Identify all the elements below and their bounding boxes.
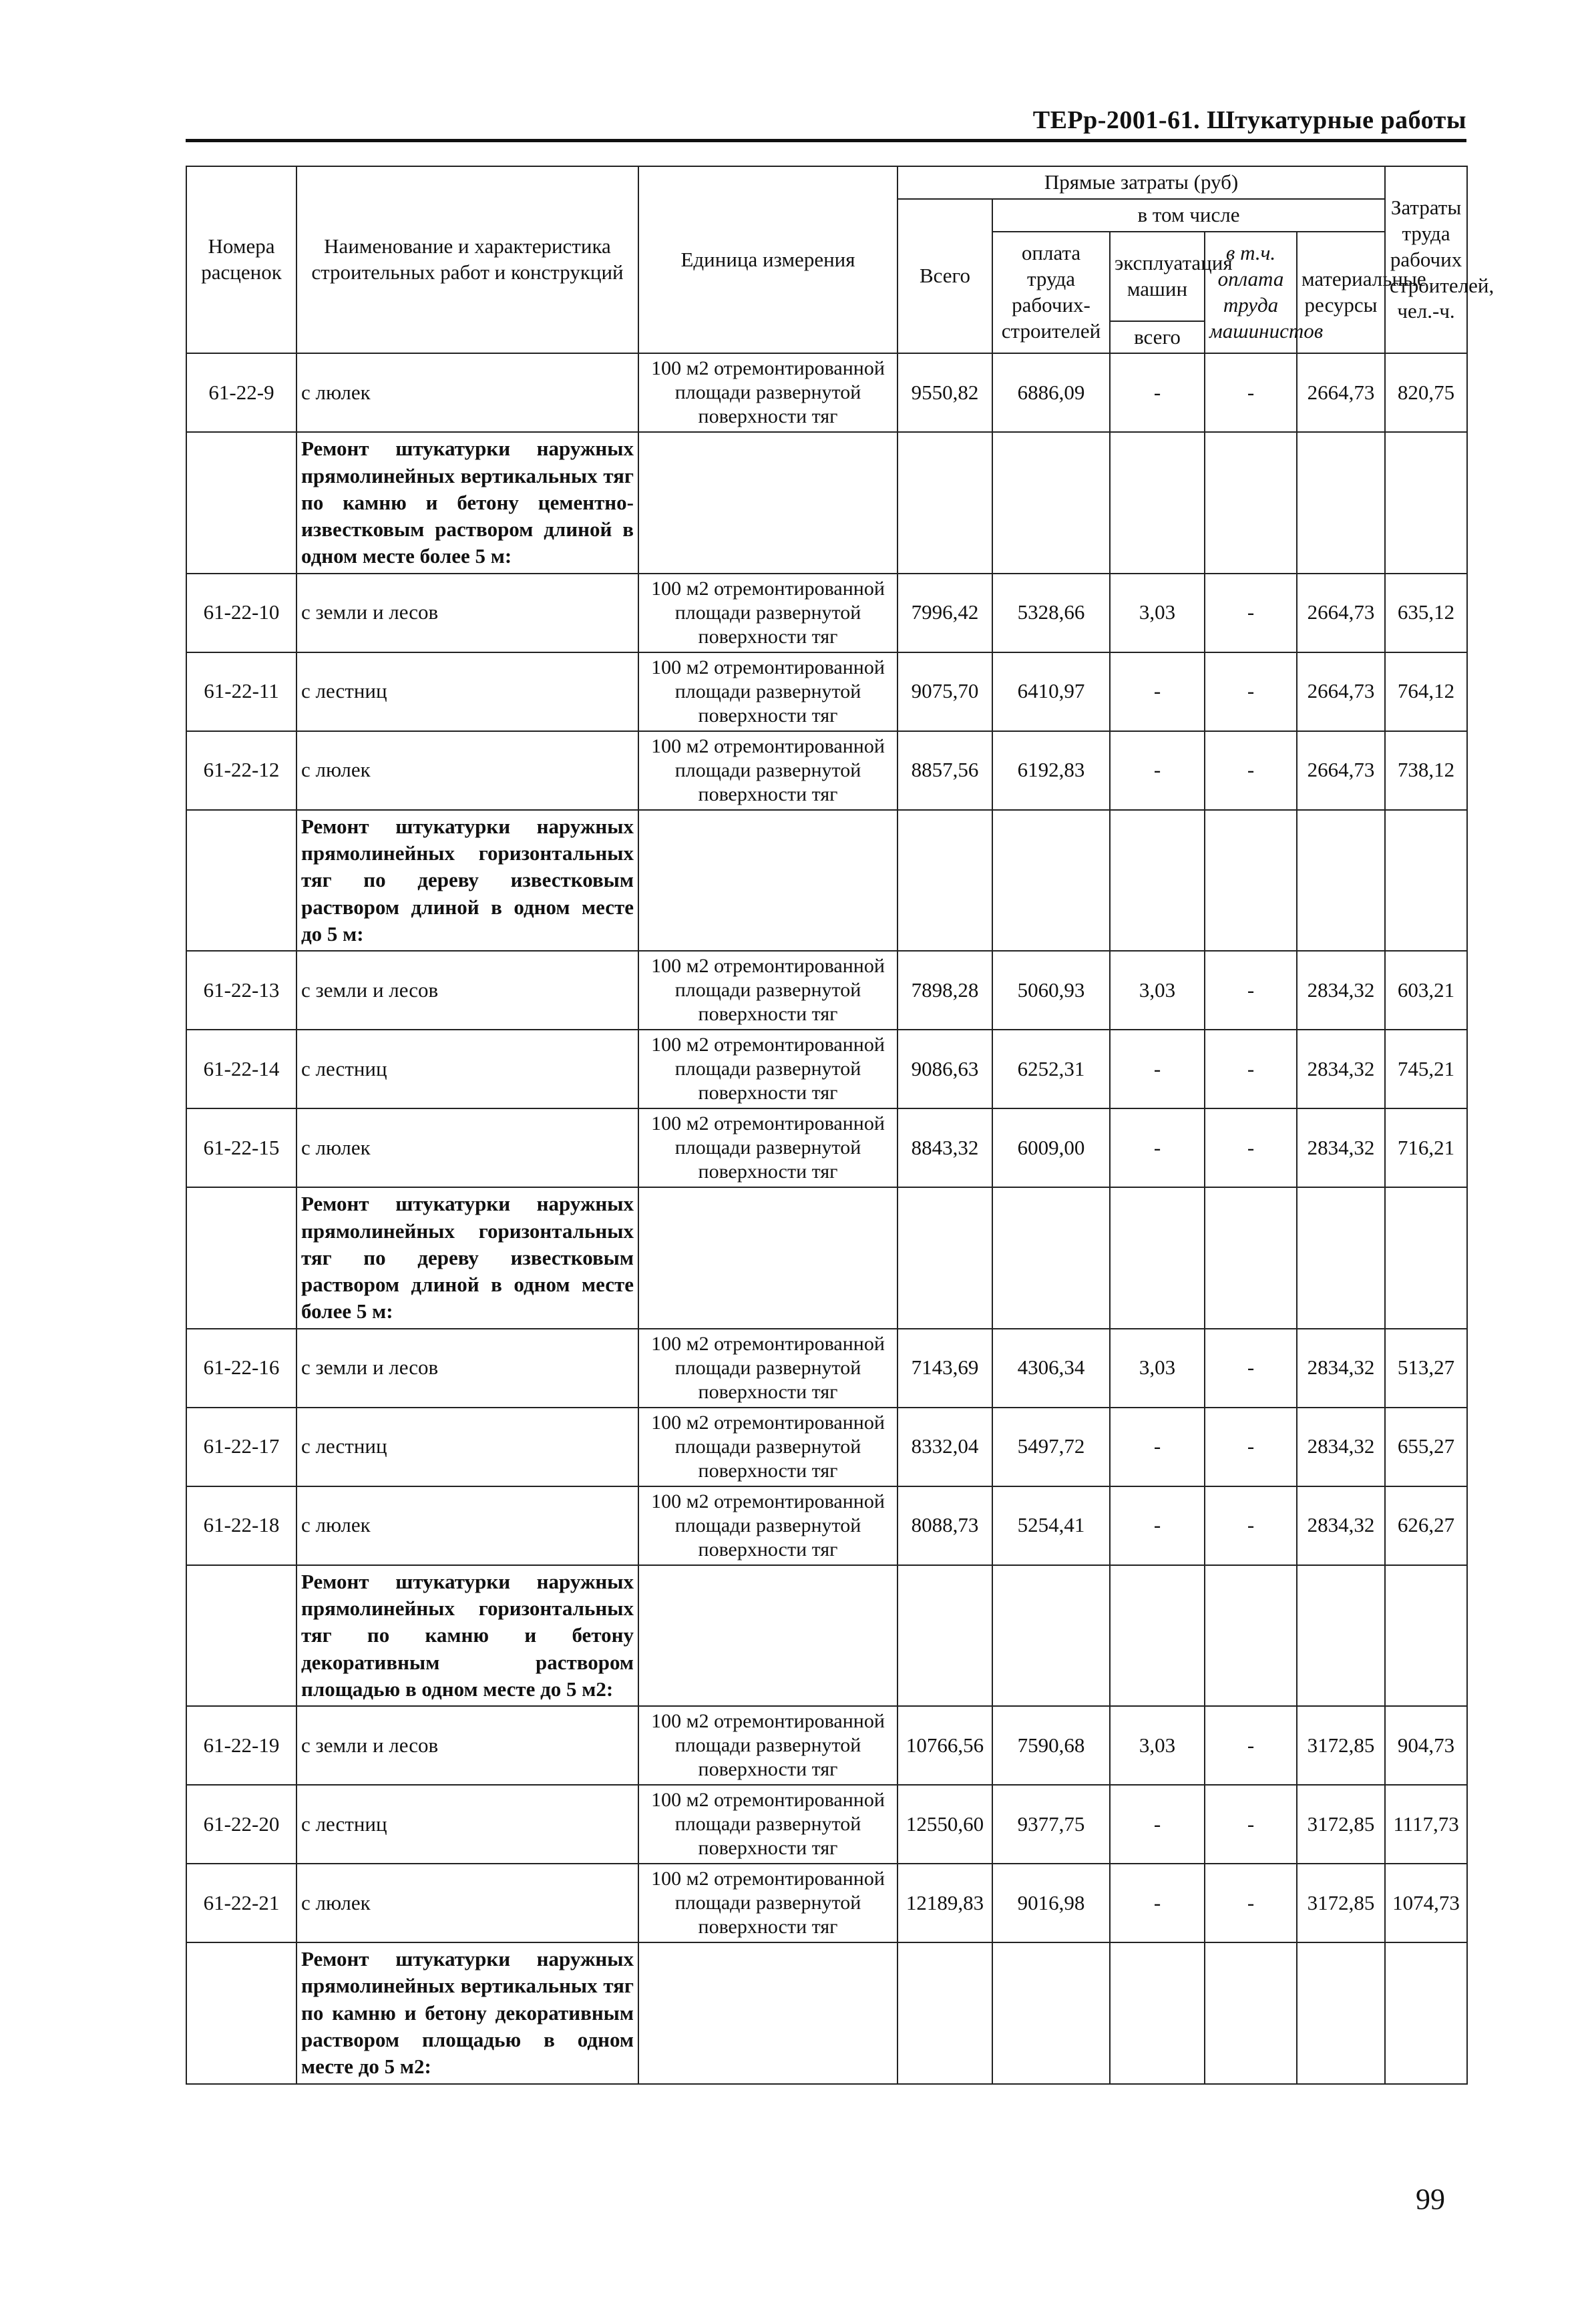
row-materials: 3172,85: [1297, 1864, 1385, 1942]
row-machines: -: [1110, 1030, 1205, 1108]
row-total: 9550,82: [897, 353, 992, 432]
price-table: [186, 166, 1494, 2085]
col-header-machines: эксплуатация машин: [1110, 232, 1205, 321]
row-machine-wages: -: [1205, 1030, 1297, 1108]
row-machines: -: [1110, 353, 1205, 432]
row-code: 61-22-16: [186, 1329, 296, 1408]
row-unit: 100 м2 отремонтированной площади развернутой поверхности тяг: [638, 1486, 897, 1565]
row-machine-wages: -: [1205, 1486, 1297, 1565]
row-machine-wages: -: [1205, 353, 1297, 432]
row-unit: 100 м2 отремонтированной площади развернутой поверхности тяг: [638, 731, 897, 810]
row-materials: 2834,32: [1297, 1030, 1385, 1108]
row-unit: 100 м2 отремонтированной площади развернутой поверхности тяг: [638, 1706, 897, 1785]
row-machines: -: [1110, 652, 1205, 731]
row-machines: -: [1110, 1108, 1205, 1187]
row-name: с люлек: [296, 353, 638, 432]
section-title: Ремонт штукатурки наружных прямолинейных вертикальных тяг по камню и бетону декоративным раствором площадью в одном месте до 5 м2:: [296, 1942, 638, 2083]
section-row: [186, 1942, 1467, 2083]
col-header-direct-costs: Прямые затраты (руб): [897, 166, 1385, 199]
row-labor: 1117,73: [1385, 1785, 1467, 1864]
row-wages: 4306,34: [992, 1329, 1110, 1408]
row-code: 61-22-13: [186, 951, 296, 1030]
col-header-machines-total: всего: [1110, 321, 1205, 354]
row-labor: 745,21: [1385, 1030, 1467, 1108]
row-labor: 655,27: [1385, 1408, 1467, 1486]
col-header-name: Наименование и характеристика строительных работ и конструкций: [296, 166, 638, 353]
row-machine-wages: -: [1205, 1864, 1297, 1942]
row-machines: -: [1110, 1408, 1205, 1486]
row-wages: 7590,68: [992, 1706, 1110, 1785]
col-header-machine-wages: в т.ч. оплата труда машинистов: [1205, 232, 1297, 354]
row-labor: 764,12: [1385, 652, 1467, 731]
table-row: [186, 1108, 1467, 1187]
row-unit: 100 м2 отремонтированной площади развернутой поверхности тяг: [638, 652, 897, 731]
row-labor: 1074,73: [1385, 1864, 1467, 1942]
row-machines: -: [1110, 1486, 1205, 1565]
row-name: с земли и лесов: [296, 951, 638, 1030]
page-header-title: ТЕРр-2001-61. Штукатурные работы: [1032, 106, 1466, 134]
row-machine-wages: -: [1205, 1706, 1297, 1785]
row-machines: 3,03: [1110, 574, 1205, 652]
section-row: [186, 810, 1467, 951]
row-wages: 6886,09: [992, 353, 1110, 432]
row-total: 8088,73: [897, 1486, 992, 1565]
row-code: 61-22-17: [186, 1408, 296, 1486]
row-materials: 2834,32: [1297, 1329, 1385, 1408]
section-row: [186, 432, 1467, 573]
section-row: [186, 1187, 1467, 1328]
row-wages: 6192,83: [992, 731, 1110, 810]
row-code: 61-22-20: [186, 1785, 296, 1864]
row-name: с земли и лесов: [296, 1706, 638, 1785]
row-name: с лестниц: [296, 652, 638, 731]
row-wages: 6252,31: [992, 1030, 1110, 1108]
row-labor: 716,21: [1385, 1108, 1467, 1187]
table-row: [186, 1785, 1467, 1864]
row-machine-wages: -: [1205, 574, 1297, 652]
table-row: [186, 1408, 1467, 1486]
row-machines: -: [1110, 1785, 1205, 1864]
row-name: с люлек: [296, 731, 638, 810]
table-row: [186, 731, 1467, 810]
row-total: 8843,32: [897, 1108, 992, 1187]
row-wages: 5497,72: [992, 1408, 1110, 1486]
row-machine-wages: -: [1205, 652, 1297, 731]
header-rule: [186, 139, 1466, 142]
row-code: 61-22-12: [186, 731, 296, 810]
row-machines: -: [1110, 731, 1205, 810]
col-header-materials: материальные ресурсы: [1297, 232, 1385, 354]
section-title: Ремонт штукатурки наружных прямолинейных горизонтальных тяг по дереву известковым раствором длиной в одном месте более 5 м:: [296, 1187, 638, 1328]
row-code: 61-22-21: [186, 1864, 296, 1942]
row-wages: 5060,93: [992, 951, 1110, 1030]
row-code: 61-22-11: [186, 652, 296, 731]
row-code: 61-22-10: [186, 574, 296, 652]
col-header-code: Номера расценок: [186, 166, 296, 353]
row-labor: 603,21: [1385, 951, 1467, 1030]
row-materials: 2664,73: [1297, 574, 1385, 652]
row-total: 7898,28: [897, 951, 992, 1030]
row-name: с лестниц: [296, 1785, 638, 1864]
row-total: 9086,63: [897, 1030, 992, 1108]
row-code: 61-22-9: [186, 353, 296, 432]
row-machines: 3,03: [1110, 1706, 1205, 1785]
table-row: [186, 951, 1467, 1030]
row-name: с земли и лесов: [296, 1329, 638, 1408]
row-name: с люлек: [296, 1486, 638, 1565]
section-title: Ремонт штукатурки наружных прямолинейных вертикальных тяг по камню и бетону цементно-известковым раствором длиной в одном месте более 5 м:: [296, 432, 638, 573]
row-labor: 635,12: [1385, 574, 1467, 652]
row-unit: 100 м2 отремонтированной площади развернутой поверхности тяг: [638, 951, 897, 1030]
col-header-labor: Затраты труда рабочих строителей, чел.-ч.: [1385, 166, 1467, 353]
row-total: 7996,42: [897, 574, 992, 652]
row-materials: 2834,32: [1297, 951, 1385, 1030]
row-machine-wages: -: [1205, 1108, 1297, 1187]
col-header-including: в том числе: [992, 199, 1385, 232]
row-labor: 738,12: [1385, 731, 1467, 810]
row-total: 9075,70: [897, 652, 992, 731]
table-row: [186, 1030, 1467, 1108]
row-name: с земли и лесов: [296, 574, 638, 652]
row-machines: -: [1110, 1864, 1205, 1942]
row-code: 61-22-19: [186, 1706, 296, 1785]
row-labor: 820,75: [1385, 353, 1467, 432]
row-wages: 5254,41: [992, 1486, 1110, 1565]
row-machine-wages: -: [1205, 1329, 1297, 1408]
row-name: с лестниц: [296, 1408, 638, 1486]
row-unit: 100 м2 отремонтированной площади развернутой поверхности тяг: [638, 1408, 897, 1486]
table-row: [186, 652, 1467, 731]
row-name: с лестниц: [296, 1030, 638, 1108]
row-unit: 100 м2 отремонтированной площади развернутой поверхности тяг: [638, 574, 897, 652]
row-total: 10766,56: [897, 1706, 992, 1785]
row-unit: 100 м2 отремонтированной площади развернутой поверхности тяг: [638, 1030, 897, 1108]
section-row: [186, 1565, 1467, 1706]
row-machine-wages: -: [1205, 731, 1297, 810]
table-header: [186, 166, 1494, 353]
row-materials: 2834,32: [1297, 1486, 1385, 1565]
table-row: [186, 1864, 1467, 1942]
row-total: 7143,69: [897, 1329, 992, 1408]
row-machine-wages: -: [1205, 1785, 1297, 1864]
table-row: [186, 1706, 1467, 1785]
row-name: с люлек: [296, 1864, 638, 1942]
row-code: 61-22-14: [186, 1030, 296, 1108]
col-header-wages: оплата труда рабочих-строителей: [992, 232, 1110, 354]
row-machine-wages: -: [1205, 951, 1297, 1030]
row-unit: 100 м2 отремонтированной площади развернутой поверхности тяг: [638, 353, 897, 432]
row-labor: 513,27: [1385, 1329, 1467, 1408]
table-row: [186, 574, 1467, 652]
table-row: [186, 353, 1467, 432]
row-materials: 2834,32: [1297, 1108, 1385, 1187]
row-machines: 3,03: [1110, 951, 1205, 1030]
page-number: 99: [1416, 2183, 1445, 2216]
section-title: Ремонт штукатурки наружных прямолинейных горизонтальных тяг по камню и бетону декоративным раствором площадью в одном месте до 5 м2:: [296, 1565, 638, 1706]
row-unit: 100 м2 отремонтированной площади развернутой поверхности тяг: [638, 1329, 897, 1408]
row-labor: 626,27: [1385, 1486, 1467, 1565]
row-total: 8857,56: [897, 731, 992, 810]
row-wages: 9377,75: [992, 1785, 1110, 1864]
row-materials: 2664,73: [1297, 353, 1385, 432]
row-materials: 3172,85: [1297, 1785, 1385, 1864]
row-machines: 3,03: [1110, 1329, 1205, 1408]
row-wages: 9016,98: [992, 1864, 1110, 1942]
row-unit: 100 м2 отремонтированной площади развернутой поверхности тяг: [638, 1108, 897, 1187]
row-wages: 5328,66: [992, 574, 1110, 652]
row-machine-wages: -: [1205, 1408, 1297, 1486]
row-labor: 904,73: [1385, 1706, 1467, 1785]
row-materials: 2834,32: [1297, 1408, 1385, 1486]
col-header-unit: Единица измерения: [638, 166, 897, 353]
row-code: 61-22-18: [186, 1486, 296, 1565]
table-row: [186, 1329, 1467, 1408]
col-header-total: Всего: [897, 199, 992, 354]
row-code: 61-22-15: [186, 1108, 296, 1187]
row-wages: 6410,97: [992, 652, 1110, 731]
row-materials: 3172,85: [1297, 1706, 1385, 1785]
row-name: с люлек: [296, 1108, 638, 1187]
row-materials: 2664,73: [1297, 731, 1385, 810]
row-total: 12189,83: [897, 1864, 992, 1942]
row-wages: 6009,00: [992, 1108, 1110, 1187]
row-total: 8332,04: [897, 1408, 992, 1486]
row-total: 12550,60: [897, 1785, 992, 1864]
row-materials: 2664,73: [1297, 652, 1385, 731]
row-unit: 100 м2 отремонтированной площади развернутой поверхности тяг: [638, 1864, 897, 1942]
section-title: Ремонт штукатурки наружных прямолинейных горизонтальных тяг по дереву известковым раствором длиной в одном месте до 5 м:: [296, 810, 638, 951]
table-row: [186, 1486, 1467, 1565]
row-unit: 100 м2 отремонтированной площади развернутой поверхности тяг: [638, 1785, 897, 1864]
